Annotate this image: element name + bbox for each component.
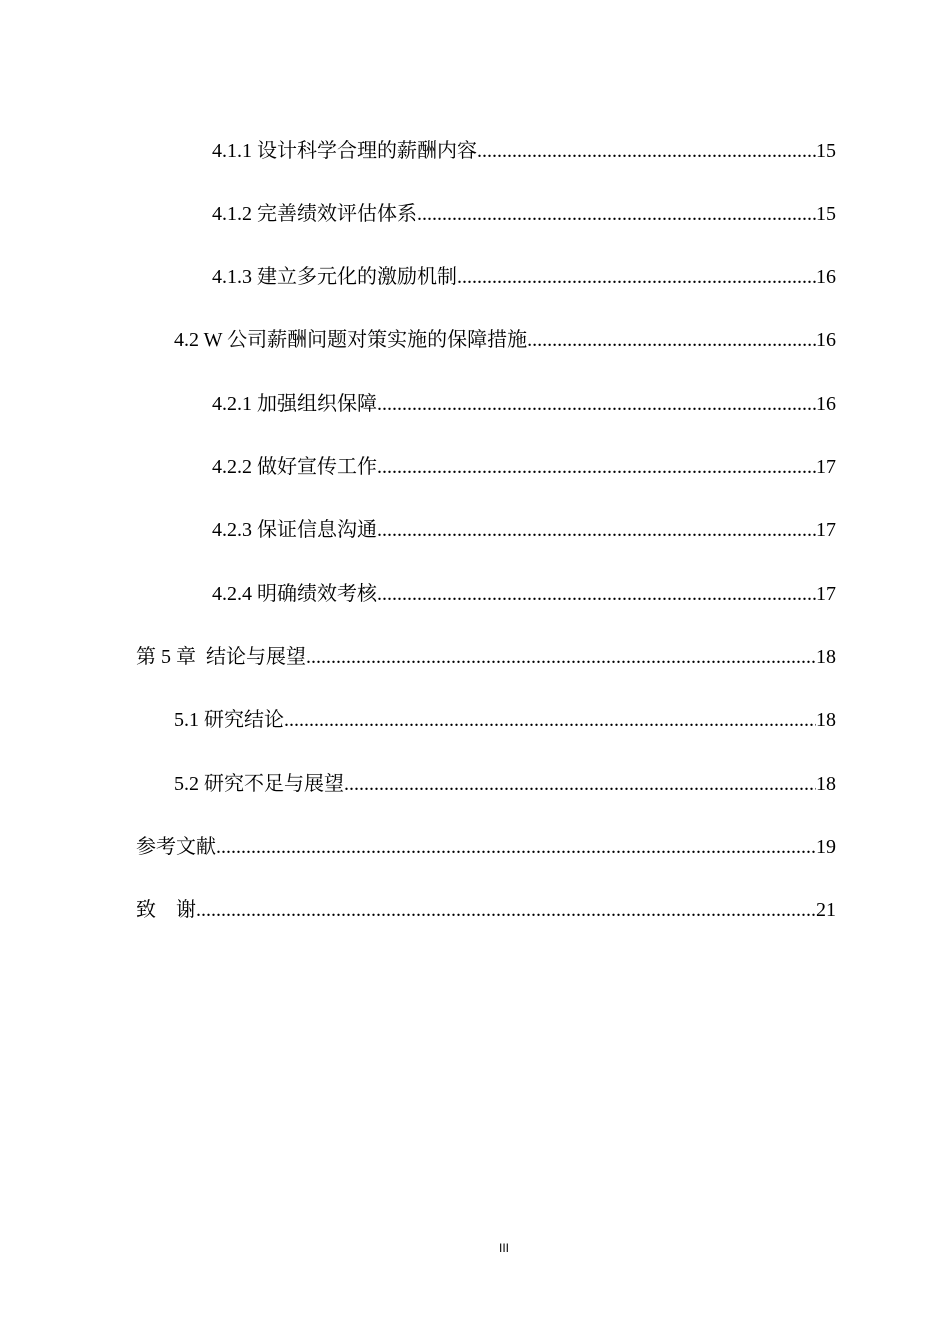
toc-dot-leader [284,705,816,735]
toc-dot-leader [417,199,816,229]
toc-entry-title: 参考文献 [136,836,216,858]
toc-entry-title: 致 谢 [136,899,196,921]
toc-entry-title: 5.1 研究结论 [174,709,284,731]
toc-entry-page: 18 [816,773,836,795]
toc-entry-4-2-4[interactable] [212,579,836,609]
toc-dot-leader [196,895,816,925]
toc-dot-leader [457,262,816,292]
toc-entry-chapter-5[interactable] [136,642,836,672]
toc-entry-5-1[interactable] [174,705,836,735]
toc-entry-4-1-1[interactable] [212,136,836,166]
toc-entry-title: 4.2.3 保证信息沟通 [212,519,377,541]
toc-dot-leader [377,452,816,482]
toc-entry-title: 5.2 研究不足与展望 [174,773,344,795]
toc-dot-leader [344,769,816,799]
toc-entry-page: 18 [816,646,836,668]
toc-entry-title: 4.2.4 明确绩效考核 [212,583,377,605]
toc-entry-page: 17 [816,583,836,605]
toc-entry-4-2-2[interactable] [212,452,836,482]
toc-entry-title: 4.2 W 公司薪酬问题对策实施的保障措施 [174,329,528,351]
toc-dot-leader [377,515,816,545]
toc-entry-page: 21 [816,899,836,921]
toc-entry-4-2[interactable] [174,325,836,355]
toc-entry-page: 15 [816,203,836,225]
toc-entry-references[interactable] [136,832,836,862]
toc-entry-acknowledgements[interactable] [136,895,836,925]
toc-entry-page: 15 [816,140,836,162]
toc-entry-title: 4.1.1 设计科学合理的薪酬内容 [212,140,477,162]
toc-entry-title: 第 5 章 结论与展望 [136,646,306,668]
toc-entry-title: 4.1.3 建立多元化的激励机制 [212,266,457,288]
page-number: III [498,1241,509,1255]
toc-dot-leader [306,642,816,672]
toc-dot-leader [377,579,816,609]
toc-entry-page: 18 [816,709,836,731]
toc-entry-page: 16 [816,329,836,351]
toc-dot-leader [377,389,816,419]
toc-entry-4-2-1[interactable] [212,389,836,419]
toc-entry-page: 17 [816,456,836,478]
toc-entry-page: 16 [816,393,836,415]
toc-entry-title: 4.1.2 完善绩效评估体系 [212,203,417,225]
toc-dot-leader [477,136,816,166]
toc-entry-4-1-2[interactable] [212,199,836,229]
toc-entry-title: 4.2.1 加强组织保障 [212,393,377,415]
toc-entry-4-1-3[interactable] [212,262,836,292]
toc-entry-page: 17 [816,519,836,541]
toc-entry-page: 19 [816,836,836,858]
toc-entry-page: 16 [816,266,836,288]
toc-entry-5-2[interactable] [174,769,836,799]
toc-entry-4-2-3[interactable] [212,515,836,545]
toc-entry-title: 4.2.2 做好宣传工作 [212,456,377,478]
toc-dot-leader [527,325,816,355]
toc-dot-leader [216,832,816,862]
